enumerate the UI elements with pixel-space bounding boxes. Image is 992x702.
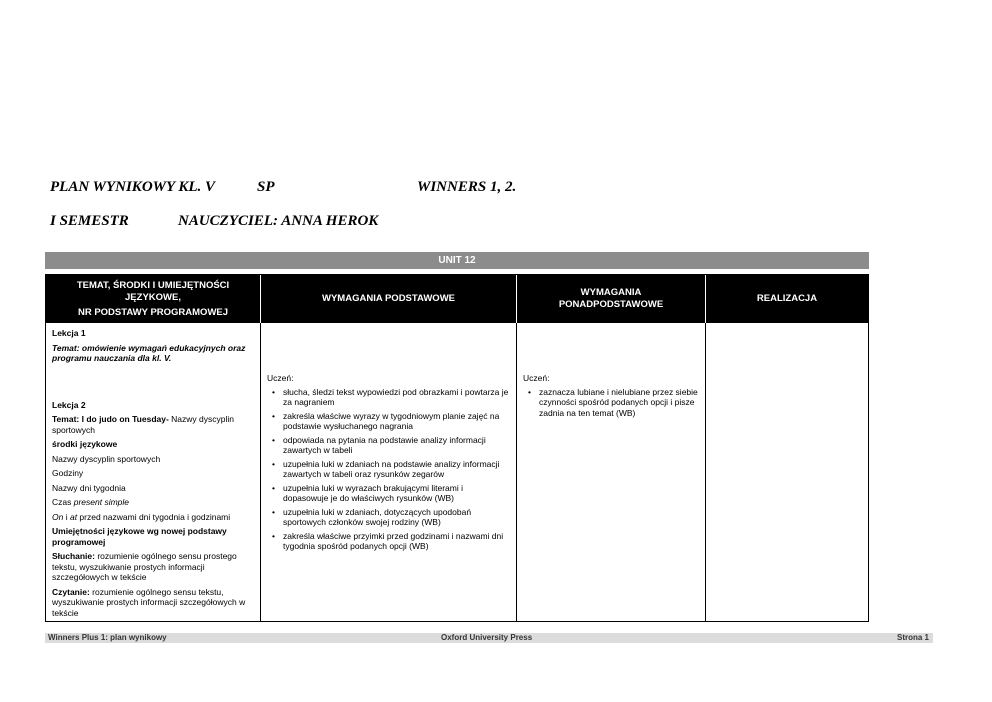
reading-skill: Czytanie: rozumienie ogólnego sensu tekstu, wyszukiwanie prostych informacji szczegółowych w tekście (52, 586, 246, 618)
table-header-row (46, 275, 868, 323)
means-item: Nazwy dni tygodnia (52, 482, 126, 493)
semester-label: I SEMESTR (50, 213, 129, 229)
header-topic-line2: JĘZYKOWE, (125, 291, 181, 303)
lesson1-topic: Temat: omówienie wymagań edukacyjnych oraz programu nauczania dla kl. V. (52, 342, 246, 363)
header-advanced-line2: PONADPODSTAWOWE (558, 299, 664, 310)
basic-requirements-cell (261, 323, 517, 621)
means-item: Nazwy dyscyplin sportowych (52, 453, 161, 464)
list-item: • uzupełnia luki w zdaniach, dotyczących upodobań sportowych członków swojej rodziny (WB) (267, 507, 510, 528)
teacher-label: NAUCZYCIEL: ANNA HEROK (178, 213, 379, 229)
topic-cell (46, 323, 261, 621)
footer-publisher: Oxford University Press (441, 633, 533, 642)
list-item: • odpowiada na pytania na podstawie analizy informacji zawartych w tabeli (267, 435, 510, 456)
language-means-heading: środki językowe (52, 439, 118, 449)
plan-table (45, 274, 869, 622)
advanced-requirements-list (523, 387, 699, 419)
header-advanced-requirements (517, 275, 706, 323)
basic-intro: Uczeń: (267, 373, 294, 383)
basic-requirements-list (267, 387, 510, 552)
header-topic-column (46, 275, 261, 323)
means-item: Czas present simple (52, 497, 130, 507)
header-topic-line3: NR PODSTAWY PROGRAMOWEJ (77, 306, 229, 318)
footer-document-name: Winners Plus 1: plan wynikowy (48, 633, 167, 642)
list-item: • uzupełnia luki w wyrazach brakującymi literami i dopasowuje je do właściwych rysunków (WB) (267, 483, 510, 504)
list-item: • zaznacza lubiane i nielubiane przez siebie czynności spośród podanych opcji i pisze zadnia na ten temat (WB) (523, 387, 699, 419)
page-footer (45, 633, 933, 643)
header-advanced-line1: WYMAGANIA (580, 287, 642, 298)
plan-title: PLAN WYNIKOWY KL. V (50, 179, 216, 195)
header-topic-line1: TEMAT, ŚRODKI I UMIEJĘTNOŚCI (76, 279, 230, 291)
skills-heading: Umiejętności językowe wg nowej podstawy programowej (52, 526, 227, 547)
means-item: On i at przed nazwami dni tygodnia i godzinami (52, 511, 231, 522)
listening-skill: Słuchanie: rozumienie ogólnego sensu prostego tekstu, wyszukiwanie prostych informacji szczegółowych w tekście (52, 551, 237, 582)
means-item: Godziny (52, 468, 84, 478)
school-type: SP (257, 179, 275, 195)
lesson2-label: Lekcja 2 (52, 399, 86, 410)
list-item: • zakreśla właściwe wyrazy w tygodniowym planie zajęć na podstawie wysłuchanego nagrania (267, 411, 510, 432)
lesson1-label: Lekcja 1 (52, 328, 86, 338)
list-item: • zakreśla właściwe przyimki przed godzinami i nazwami dni tygodnia spośród podanych opcji (WB) (267, 531, 510, 552)
list-item: • słucha, śledzi tekst wypowiedzi pod obrazkami i powtarza je za nagraniem (267, 387, 510, 408)
advanced-intro: Uczeń: (523, 373, 550, 383)
header-realization: REALIZACJA (756, 293, 818, 304)
footer-page-number: Strona 1 (896, 633, 929, 642)
list-item: • uzupełnia luki w zdaniach na podstawie analizy informacji zawartych w tabeli oraz rysunków zegarów (267, 459, 510, 480)
lesson2-topic: Temat: I do judo on Tuesday- Nazwy dyscyplin sportowych (52, 414, 234, 435)
header-basic-requirements: WYMAGANIA PODSTAWOWE (261, 275, 517, 323)
course-title: WINNERS 1, 2. (417, 179, 517, 195)
realization-cell (706, 323, 868, 621)
advanced-requirements-cell (517, 323, 706, 621)
unit-bar: UNIT 12 (45, 252, 869, 269)
